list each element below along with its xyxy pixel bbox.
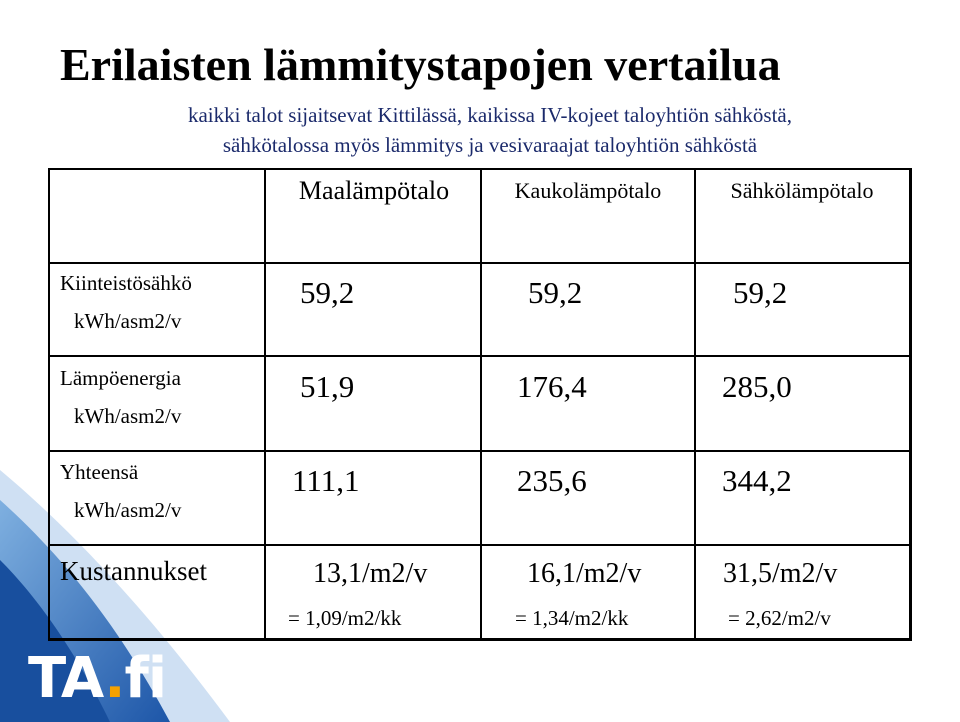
column-header-kaukolampotalo: Kaukolämpötalo	[514, 178, 662, 203]
table-cell: 31,5/m2/v	[723, 558, 838, 589]
table-border	[909, 168, 912, 640]
table-cell: 176,4	[517, 369, 587, 404]
row-unit: kWh/asm2/v	[74, 498, 182, 522]
table-border	[48, 544, 912, 546]
table-cell: 13,1/m2/v	[313, 558, 428, 589]
table-cell: 59,2	[528, 275, 583, 310]
table-border	[480, 168, 482, 640]
table-cell-monthly: = 1,09/m2/kk	[288, 606, 402, 630]
row-label-kustannukset: Kustannukset	[60, 556, 207, 586]
logo-text: TA	[28, 646, 105, 711]
table-cell: 235,6	[517, 463, 587, 498]
table-cell: 16,1/m2/v	[527, 558, 642, 589]
table-cell-monthly: = 2,62/m2/v	[728, 606, 831, 630]
logo-dot: .	[104, 646, 125, 711]
page-title: Erilaisten lämmitystapojen vertailua	[60, 39, 781, 90]
table-cell: 59,2	[300, 275, 355, 310]
table-border	[48, 355, 912, 357]
table-cell: 59,2	[733, 275, 788, 310]
ta-fi-logo	[28, 646, 166, 711]
table-border	[264, 168, 266, 640]
table-cell: 51,9	[300, 369, 355, 404]
subtitle-line-1: kaikki talot sijaitsevat Kittilässä, kaikissa IV-kojeet taloyhtiön sähköstä,	[187, 103, 793, 127]
row-label-yhteensa: Yhteensä	[60, 460, 139, 484]
table-border	[694, 168, 696, 640]
table-border	[48, 168, 266, 170]
table-cell: 111,1	[292, 463, 360, 498]
logo-text-tail: fi	[124, 646, 167, 711]
row-unit: kWh/asm2/v	[74, 309, 182, 333]
row-label-kiinteistosahko: Kiinteistösähkö	[60, 271, 192, 295]
table-cell-monthly: = 1,34/m2/kk	[515, 606, 629, 630]
column-header-sahkolampotalo: Sähkölämpötalo	[730, 178, 874, 203]
table-border	[48, 638, 912, 641]
row-unit: kWh/asm2/v	[74, 404, 182, 428]
table-cell: 344,2	[722, 463, 792, 498]
table-border	[48, 450, 912, 452]
table-border	[48, 262, 912, 264]
table-border	[265, 168, 911, 170]
subtitle-line-2: sähkötalossa myös lämmitys ja vesivaraajat taloyhtiön sähköstä	[222, 133, 758, 157]
row-label-lampoenergia: Lämpöenergia	[60, 366, 181, 390]
subtitle	[60, 100, 920, 160]
table-cell: 285,0	[722, 369, 792, 404]
column-header-maalampotalo: Maalämpötalo	[298, 176, 450, 205]
table-border	[48, 168, 50, 640]
